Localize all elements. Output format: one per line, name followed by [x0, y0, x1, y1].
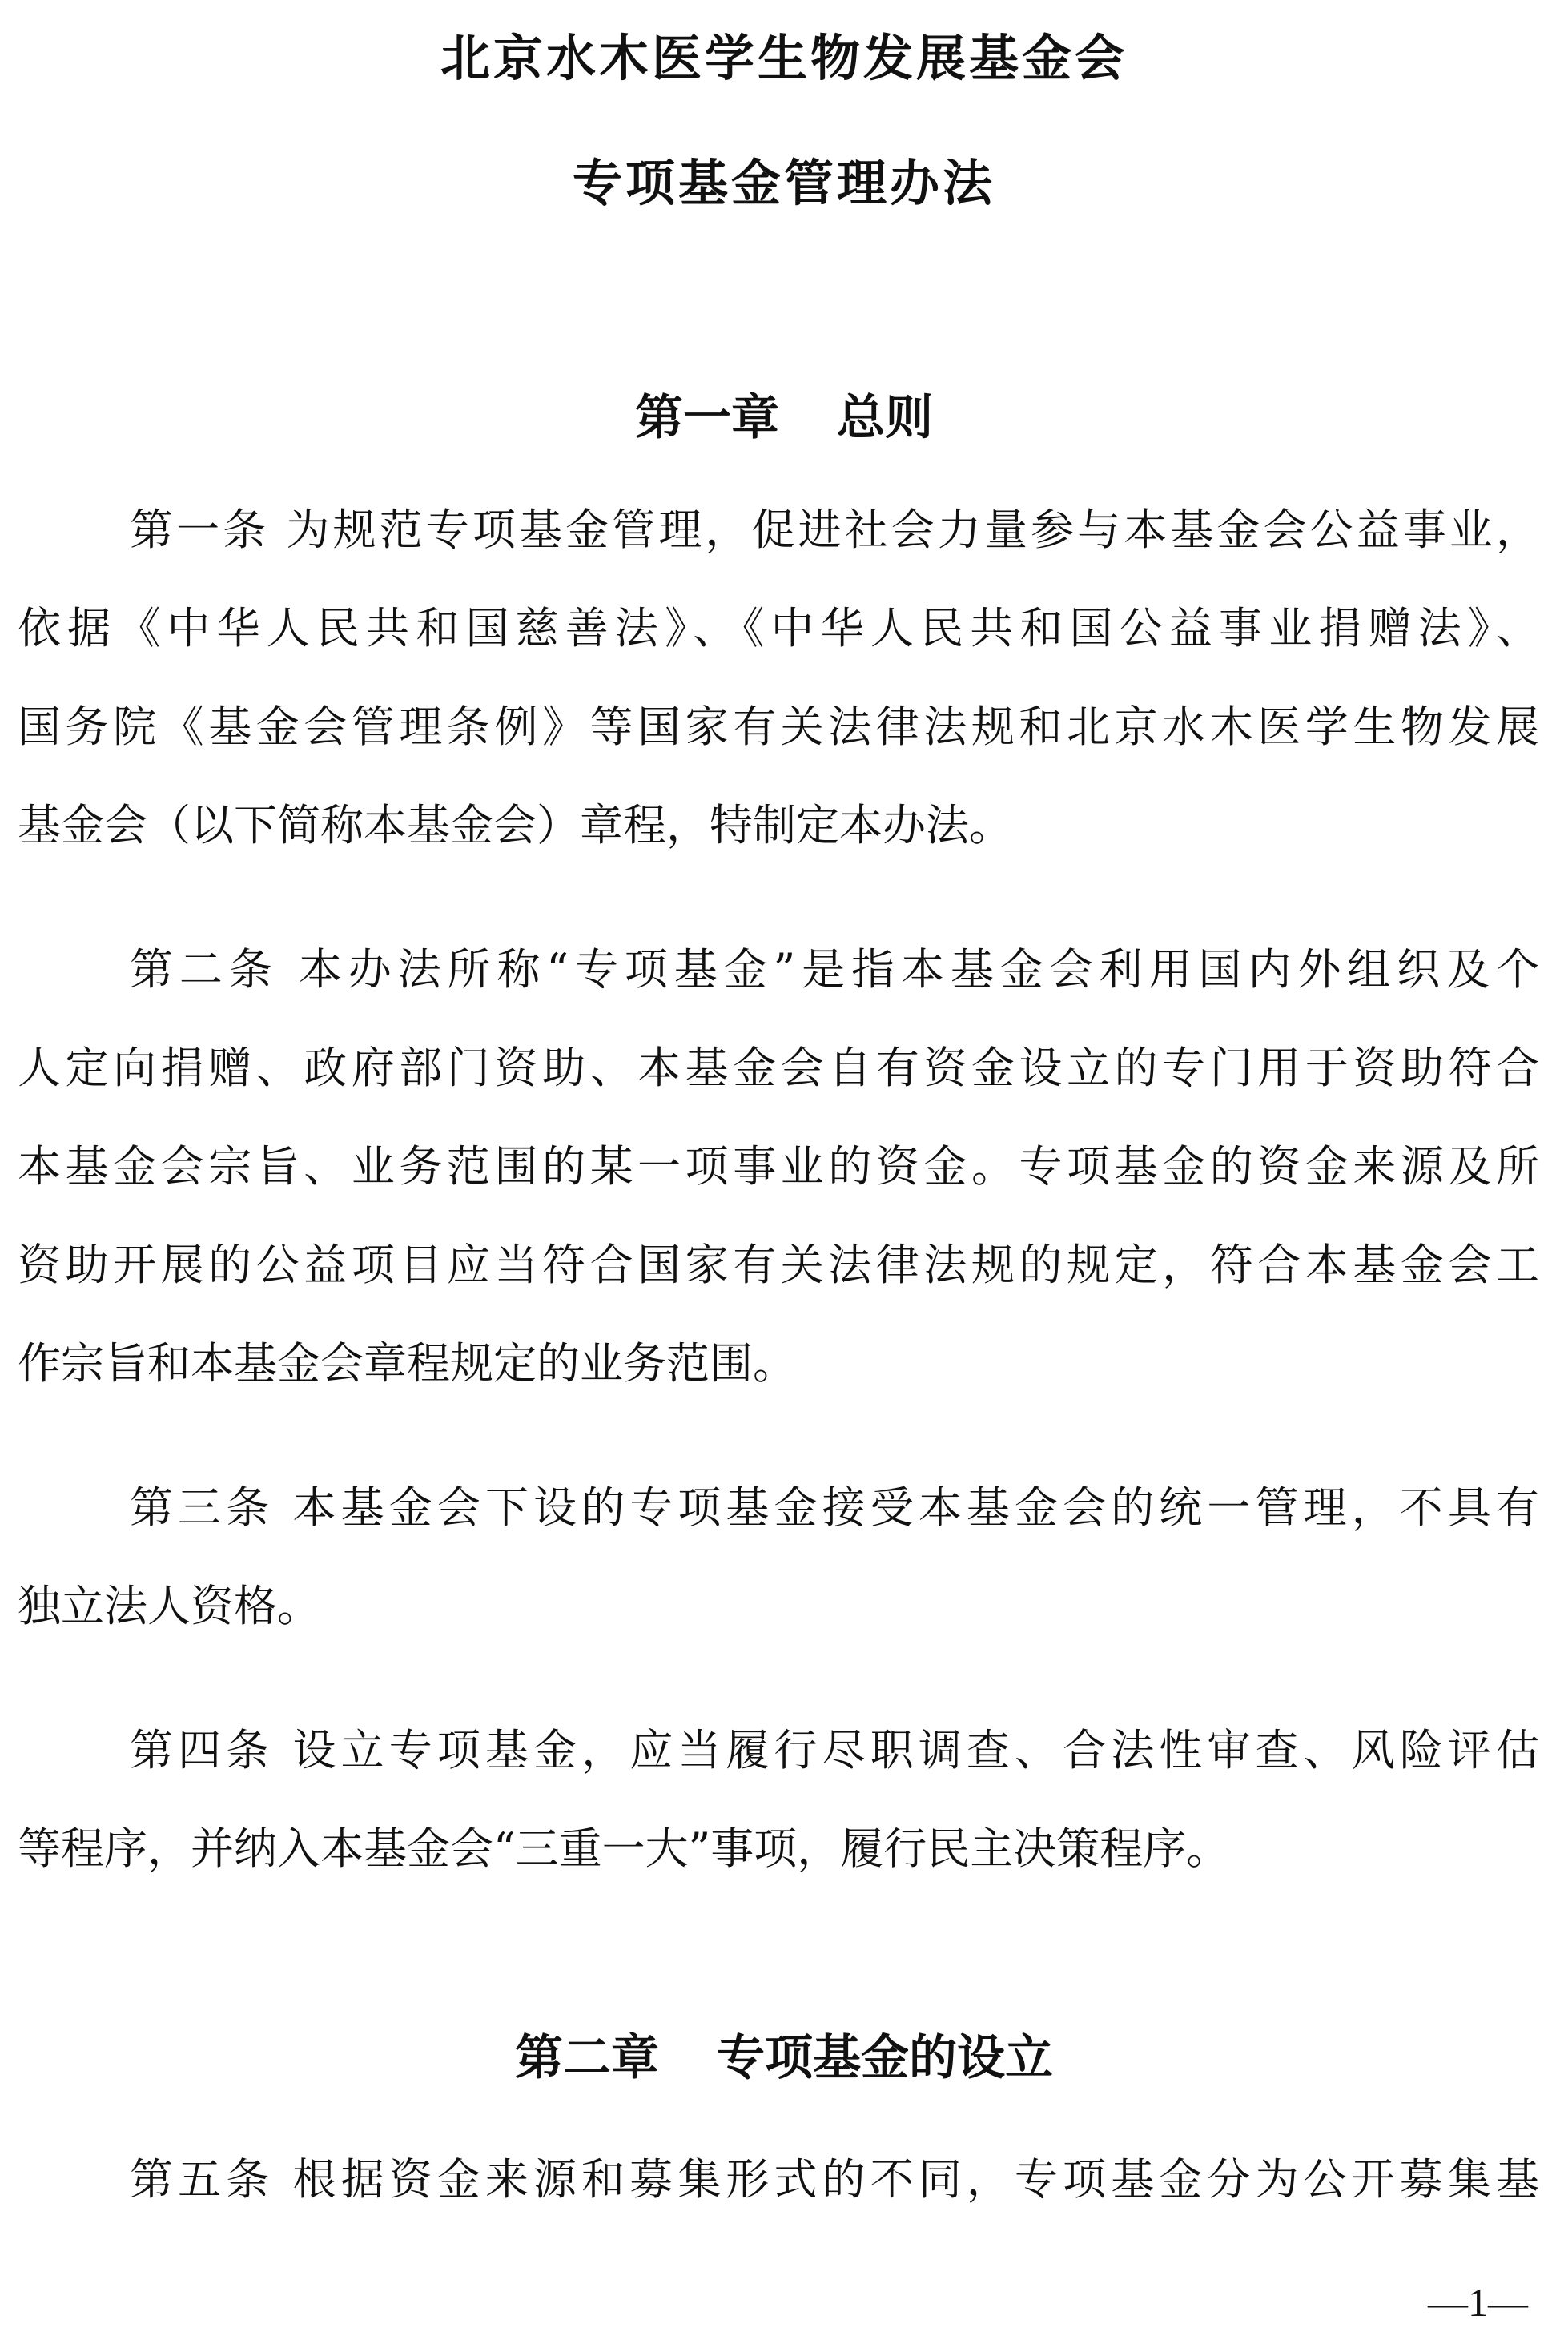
chapter-name: 总则: [837, 390, 933, 446]
article-3: [18, 1458, 1539, 1655]
text-line: 基金会（以下简称本基金会）章程，特制定本办法。: [18, 800, 1012, 850]
chapter-name: 专项基金的设立: [717, 2030, 1053, 2086]
text-line: 人定向捐赠、政府部门资助、本基金会自有资金设立的专门用于资助符合: [18, 1043, 1539, 1093]
text-line: 国务院《基金会管理条例》等国家有关法律法规和北京水木医学生物发展: [18, 702, 1539, 752]
chapter-number: 第一章: [635, 390, 779, 446]
article-5: [18, 2130, 1539, 2229]
text-line: 第五条 根据资金来源和募集形式的不同，专项基金分为公开募集基: [130, 2154, 1539, 2205]
text-line: 独立法人资格。: [18, 1581, 320, 1631]
text-line: 资助开展的公益项目应当符合国家有关法律法规的规定，符合本基金会工: [18, 1240, 1539, 1290]
article-1: [18, 480, 1539, 874]
text-line: 依据《中华人民共和国慈善法》、《中华人民共和国公益事业捐赠法》、: [18, 603, 1539, 653]
chapter-heading: [0, 390, 1568, 446]
page-number: —1—: [1428, 2280, 1528, 2325]
text-line: 等程序，并纳入本基金会“三重一大”事项，履行民主决策程序。: [18, 1823, 1230, 1874]
chapter-heading: [0, 2030, 1568, 2086]
chapter-number: 第二章: [515, 2030, 659, 2086]
document-title-line-1: 北京水木医学生物发展基金会: [440, 29, 1128, 87]
document-title-line-2: 专项基金管理办法: [572, 154, 995, 212]
text-line: 作宗旨和本基金会章程规定的业务范围。: [18, 1338, 796, 1389]
text-line: 第三条 本基金会下设的专项基金接受本基金会的统一管理，不具有: [130, 1482, 1539, 1533]
text-line: 本基金会宗旨、业务范围的某一项事业的资金。专项基金的资金来源及所: [18, 1141, 1539, 1192]
text-line: 第四条 设立专项基金，应当履行尽职调查、合法性审查、风险评估: [130, 1725, 1539, 1775]
article-4: [18, 1701, 1539, 1898]
text-line: 第一条 为规范专项基金管理，促进社会力量参与本基金会公益事业，: [130, 505, 1539, 555]
text-line: 第二条 本办法所称“专项基金”是指本基金会利用国内外组织及个: [130, 944, 1539, 995]
article-2: [18, 920, 1539, 1413]
